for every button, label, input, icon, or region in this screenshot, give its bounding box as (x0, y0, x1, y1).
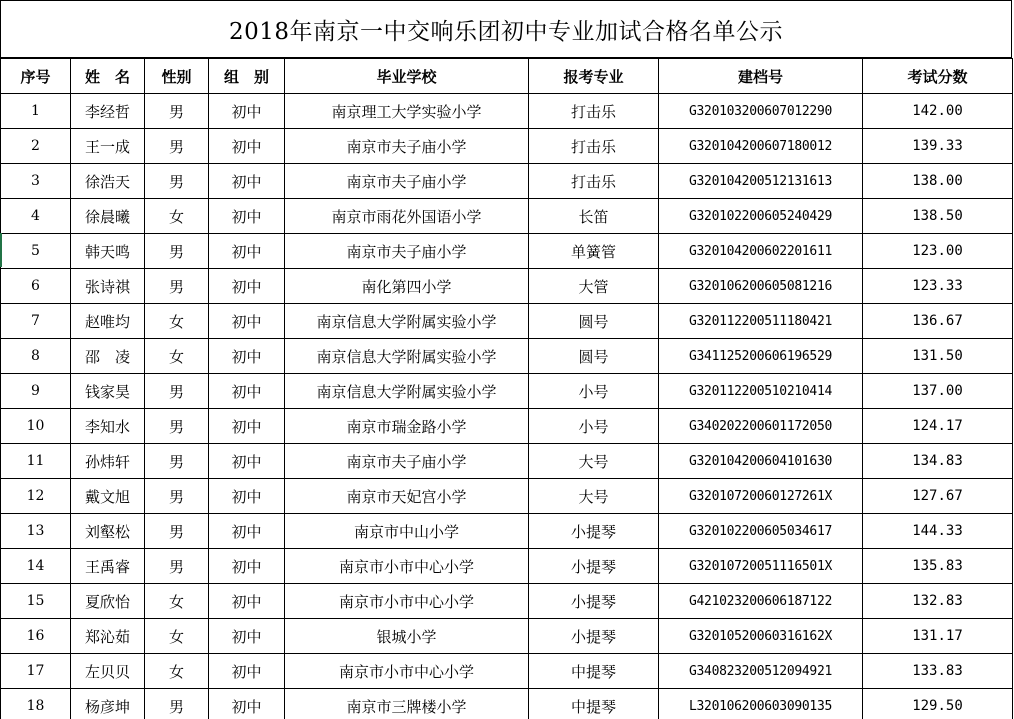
cell-name[interactable]: 郑沁茹 (71, 619, 145, 654)
cell-major[interactable]: 中提琴 (529, 689, 659, 719)
cell-name[interactable]: 徐晨曦 (71, 199, 145, 234)
table-row (1, 339, 1013, 374)
table-row (1, 584, 1013, 619)
cell-gender[interactable]: 男 (145, 479, 209, 514)
cell-name[interactable]: 徐浩天 (71, 164, 145, 199)
cell-score[interactable]: 134.83 (863, 444, 1013, 479)
cell-gender[interactable]: 女 (145, 199, 209, 234)
cell-school[interactable]: 南京信息大学附属实验小学 (285, 339, 529, 374)
cell-group[interactable]: 初中 (209, 514, 285, 549)
table-row (1, 549, 1013, 584)
cell-no[interactable]: 4 (1, 199, 71, 234)
cell-name[interactable]: 张诗祺 (71, 269, 145, 304)
cell-major[interactable]: 中提琴 (529, 654, 659, 689)
cell-major[interactable]: 圆号 (529, 304, 659, 339)
cell-no[interactable]: 10 (1, 409, 71, 444)
cell-file-no[interactable]: G320104200607180012 (659, 129, 863, 164)
cell-major[interactable]: 打击乐 (529, 164, 659, 199)
header-cell-gender[interactable]: 性别 (145, 59, 209, 94)
cell-no[interactable]: 16 (1, 619, 71, 654)
sheet-title[interactable]: 2018年南京一中交响乐团初中专业加试合格名单公示 (0, 0, 1012, 58)
cell-gender[interactable]: 男 (145, 514, 209, 549)
cell-name[interactable]: 钱家昊 (71, 374, 145, 409)
table-row (1, 164, 1013, 199)
cell-gender[interactable]: 女 (145, 584, 209, 619)
cell-no[interactable]: 1 (1, 94, 71, 129)
cell-gender[interactable]: 男 (145, 549, 209, 584)
table-row (1, 514, 1013, 549)
header-cell-name[interactable]: 姓 名 (71, 59, 145, 94)
cell-name[interactable]: 王禹睿 (71, 549, 145, 584)
cell-school[interactable]: 银城小学 (285, 619, 529, 654)
cell-no[interactable]: 17 (1, 654, 71, 689)
cell-group[interactable]: 初中 (209, 584, 285, 619)
cell-file-no[interactable]: G32010720060127261X (659, 479, 863, 514)
cell-major[interactable]: 小提琴 (529, 619, 659, 654)
cell-gender[interactable]: 男 (145, 409, 209, 444)
cell-group[interactable]: 初中 (209, 479, 285, 514)
cell-name[interactable]: 王一成 (71, 129, 145, 164)
cell-major[interactable]: 小号 (529, 374, 659, 409)
cell-major[interactable]: 大号 (529, 444, 659, 479)
table-body (1, 94, 1013, 719)
table-row (1, 374, 1013, 409)
cell-file-no[interactable]: G320106200605081216 (659, 269, 863, 304)
cell-score[interactable]: 131.17 (863, 619, 1013, 654)
cell-group[interactable]: 初中 (209, 409, 285, 444)
cell-gender[interactable]: 女 (145, 304, 209, 339)
cell-group[interactable]: 初中 (209, 164, 285, 199)
cell-score[interactable]: 129.50 (863, 689, 1013, 719)
cell-gender[interactable]: 女 (145, 339, 209, 374)
cell-file-no[interactable]: G340823200512094921 (659, 654, 863, 689)
cell-gender[interactable]: 男 (145, 129, 209, 164)
cell-major[interactable]: 打击乐 (529, 129, 659, 164)
cell-school[interactable]: 南京市小市中心小学 (285, 654, 529, 689)
table-row (1, 129, 1013, 164)
cell-major[interactable]: 小提琴 (529, 584, 659, 619)
cell-major[interactable]: 小号 (529, 409, 659, 444)
cell-major[interactable]: 圆号 (529, 339, 659, 374)
cell-group[interactable]: 初中 (209, 269, 285, 304)
cell-no[interactable]: 12 (1, 479, 71, 514)
cell-file-no[interactable]: G320102200605034617 (659, 514, 863, 549)
cell-school[interactable]: 南京市小市中心小学 (285, 584, 529, 619)
cell-file-no[interactable]: G320104200604101630 (659, 444, 863, 479)
header-cell-score[interactable]: 考试分数 (863, 59, 1013, 94)
cell-file-no[interactable]: G32010520060316162X (659, 619, 863, 654)
cell-major[interactable]: 小提琴 (529, 549, 659, 584)
table-row (1, 444, 1013, 479)
cell-gender[interactable]: 男 (145, 164, 209, 199)
table-row (1, 269, 1013, 304)
cell-name[interactable]: 夏欣怡 (71, 584, 145, 619)
table-row (1, 654, 1013, 689)
cell-group[interactable]: 初中 (209, 444, 285, 479)
cell-score[interactable]: 137.00 (863, 374, 1013, 409)
cell-no[interactable]: 13 (1, 514, 71, 549)
cell-gender[interactable]: 女 (145, 619, 209, 654)
cell-major[interactable]: 大管 (529, 269, 659, 304)
results-table (0, 58, 1013, 719)
cell-name[interactable]: 孙炜轩 (71, 444, 145, 479)
cell-name[interactable]: 戴文旭 (71, 479, 145, 514)
header-row (1, 59, 1013, 94)
cell-school[interactable]: 南京市小市中心小学 (285, 549, 529, 584)
cell-name[interactable]: 李经哲 (71, 94, 145, 129)
cell-gender[interactable]: 男 (145, 444, 209, 479)
cell-group[interactable]: 初中 (209, 234, 285, 269)
cell-file-no[interactable]: G421023200606187122 (659, 584, 863, 619)
cell-school[interactable]: 南京市瑞金路小学 (285, 409, 529, 444)
cell-score[interactable]: 138.50 (863, 199, 1013, 234)
cell-school[interactable]: 南化第四小学 (285, 269, 529, 304)
cell-score[interactable]: 142.00 (863, 94, 1013, 129)
cell-group[interactable]: 初中 (209, 374, 285, 409)
cell-name[interactable]: 杨彦坤 (71, 689, 145, 719)
cell-gender[interactable]: 男 (145, 94, 209, 129)
cell-no[interactable]: 14 (1, 549, 71, 584)
cell-gender[interactable]: 男 (145, 234, 209, 269)
table-row (1, 199, 1013, 234)
table-row (1, 304, 1013, 339)
cell-group[interactable]: 初中 (209, 619, 285, 654)
cell-group[interactable]: 初中 (209, 199, 285, 234)
cell-file-no[interactable]: G320104200512131613 (659, 164, 863, 199)
cell-school[interactable]: 南京市夫子庙小学 (285, 234, 529, 269)
cell-major[interactable]: 大号 (529, 479, 659, 514)
cell-school[interactable]: 南京市三牌楼小学 (285, 689, 529, 719)
table-row (1, 479, 1013, 514)
cell-score[interactable]: 139.33 (863, 129, 1013, 164)
cell-score[interactable]: 138.00 (863, 164, 1013, 199)
cell-name[interactable]: 韩天鸣 (71, 234, 145, 269)
cell-file-no[interactable]: G320103200607012290 (659, 94, 863, 129)
cell-school[interactable]: 南京市雨花外国语小学 (285, 199, 529, 234)
cell-no[interactable]: 3 (1, 164, 71, 199)
cell-score[interactable]: 123.33 (863, 269, 1013, 304)
cell-gender[interactable]: 男 (145, 374, 209, 409)
cell-score[interactable]: 132.83 (863, 584, 1013, 619)
cell-no[interactable]: 6 (1, 269, 71, 304)
header-cell-file-no[interactable]: 建档号 (659, 59, 863, 94)
cell-no[interactable]: 2 (1, 129, 71, 164)
cell-school[interactable]: 南京信息大学附属实验小学 (285, 304, 529, 339)
cell-gender[interactable]: 男 (145, 269, 209, 304)
cell-file-no[interactable]: G320104200602201611 (659, 234, 863, 269)
cell-school[interactable]: 南京信息大学附属实验小学 (285, 374, 529, 409)
cell-school[interactable]: 南京市天妃宫小学 (285, 479, 529, 514)
cell-school[interactable]: 南京市夫子庙小学 (285, 129, 529, 164)
cell-score[interactable]: 131.50 (863, 339, 1013, 374)
cell-no[interactable]: 15 (1, 584, 71, 619)
cell-score[interactable]: 123.00 (863, 234, 1013, 269)
cell-major[interactable]: 打击乐 (529, 94, 659, 129)
cell-school[interactable]: 南京理工大学实验小学 (285, 94, 529, 129)
cell-group[interactable]: 初中 (209, 689, 285, 719)
cell-school[interactable]: 南京市夫子庙小学 (285, 444, 529, 479)
cell-major[interactable]: 长笛 (529, 199, 659, 234)
cell-school[interactable]: 南京市中山小学 (285, 514, 529, 549)
header-cell-school[interactable]: 毕业学校 (285, 59, 529, 94)
cell-name[interactable]: 刘壑松 (71, 514, 145, 549)
cell-group[interactable]: 初中 (209, 304, 285, 339)
cell-gender[interactable]: 女 (145, 654, 209, 689)
table-row (1, 234, 1013, 269)
cell-name[interactable]: 李知水 (71, 409, 145, 444)
cell-gender[interactable]: 男 (145, 689, 209, 719)
cell-no[interactable]: 9 (1, 374, 71, 409)
cell-no[interactable]: 11 (1, 444, 71, 479)
header-cell-no[interactable]: 序号 (1, 59, 71, 94)
cell-score[interactable]: 124.17 (863, 409, 1013, 444)
active-row-marker (0, 233, 2, 267)
cell-score[interactable]: 144.33 (863, 514, 1013, 549)
cell-file-no[interactable]: L320106200603090135 (659, 689, 863, 719)
cell-file-no[interactable]: G341125200606196529 (659, 339, 863, 374)
cell-score[interactable]: 133.83 (863, 654, 1013, 689)
cell-name[interactable]: 赵唯均 (71, 304, 145, 339)
cell-score[interactable]: 136.67 (863, 304, 1013, 339)
cell-group[interactable]: 初中 (209, 549, 285, 584)
cell-major[interactable]: 单簧管 (529, 234, 659, 269)
cell-no[interactable]: 7 (1, 304, 71, 339)
cell-no[interactable]: 18 (1, 689, 71, 719)
table-row (1, 689, 1013, 719)
cell-file-no[interactable]: G320112200510210414 (659, 374, 863, 409)
cell-group[interactable]: 初中 (209, 129, 285, 164)
table-row (1, 409, 1013, 444)
cell-no[interactable]: 5 (1, 234, 71, 269)
cell-major[interactable]: 小提琴 (529, 514, 659, 549)
cell-group[interactable]: 初中 (209, 654, 285, 689)
cell-name[interactable]: 左贝贝 (71, 654, 145, 689)
cell-school[interactable]: 南京市夫子庙小学 (285, 164, 529, 199)
header-cell-major[interactable]: 报考专业 (529, 59, 659, 94)
cell-score[interactable]: 127.67 (863, 479, 1013, 514)
table-row (1, 619, 1013, 654)
cell-score[interactable]: 135.83 (863, 549, 1013, 584)
header-cell-group[interactable]: 组 别 (209, 59, 285, 94)
cell-file-no[interactable]: G320112200511180421 (659, 304, 863, 339)
cell-group[interactable]: 初中 (209, 94, 285, 129)
cell-file-no[interactable]: G32010720051116501X (659, 549, 863, 584)
cell-file-no[interactable]: G340202200601172050 (659, 409, 863, 444)
cell-group[interactable]: 初中 (209, 339, 285, 374)
table-row (1, 94, 1013, 129)
cell-no[interactable]: 8 (1, 339, 71, 374)
cell-file-no[interactable]: G320102200605240429 (659, 199, 863, 234)
cell-name[interactable]: 邵 凌 (71, 339, 145, 374)
